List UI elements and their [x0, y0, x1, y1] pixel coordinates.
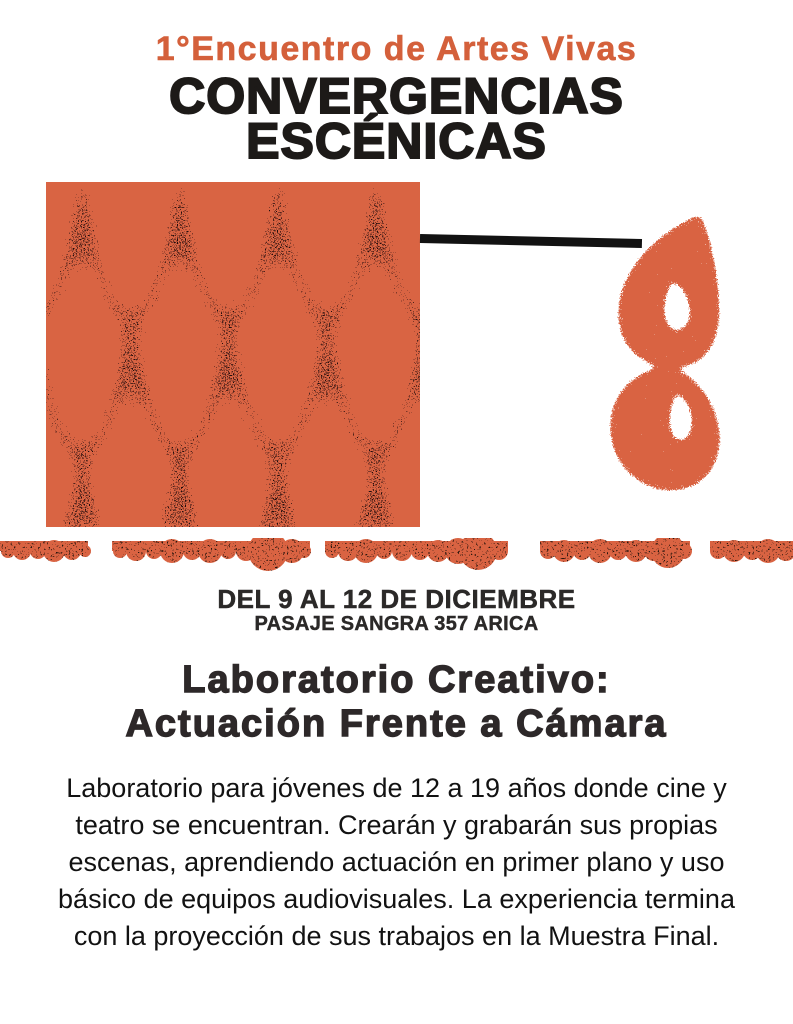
scallop-segments — [0, 538, 793, 571]
workshop-title — [0, 658, 793, 746]
double-flame — [611, 215, 719, 490]
event-dates: DEL 9 AL 12 DE DICIEMBRE — [217, 584, 576, 614]
event-supertitle: 1°Encuentro de Artes Vivas — [155, 30, 638, 68]
event-title-line2: ESCÉNICAS — [246, 113, 547, 169]
event-venue: PASAJE SANGRA 357 ARICA — [254, 613, 539, 635]
match-artwork-illustration — [0, 182, 793, 527]
event-title-line1: CONVERGENCIAS — [169, 68, 624, 124]
workshop-title-line2: Actuación Frente a Cámara — [125, 703, 668, 745]
matchstick — [420, 234, 642, 248]
workshop-description: Laboratorio para jóvenes de 12 a 19 años donde cine y teatro se encuentran. Crearán y grabarán sus propias escenas, aprendiendo actuación en primer plano y uso básico de equipos audiovisuales. La experiencia termina con la proyección de sus trabajos en la Muestra Final. — [58, 773, 735, 951]
scallop-border-strip — [0, 538, 793, 582]
event-title — [0, 68, 793, 169]
workshop-title-line1: Laboratorio Creativo: — [182, 659, 611, 701]
